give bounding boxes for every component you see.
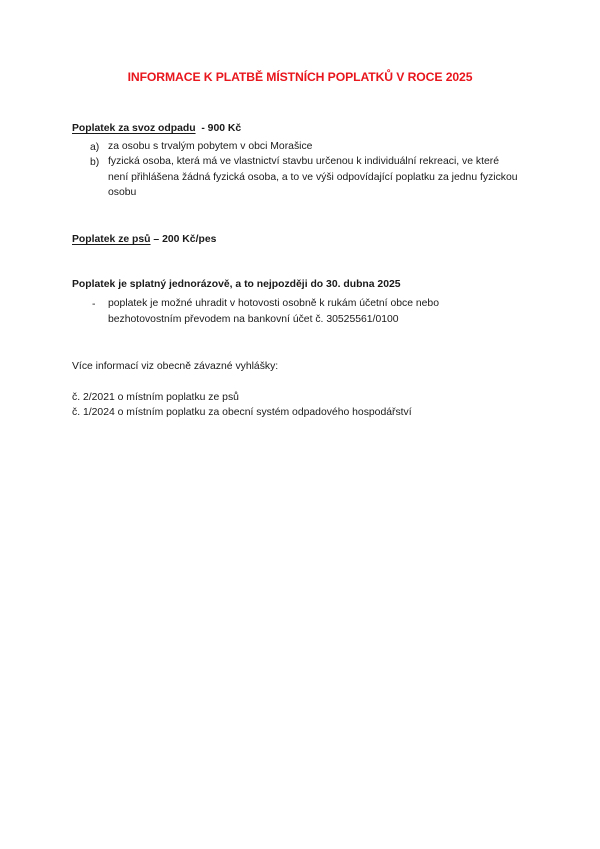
- payment-due-heading: Poplatek je splatný jednorázově, a to nejpozději do 30. dubna 2025: [72, 279, 401, 290]
- list-item-line: osobu: [108, 187, 137, 198]
- list-item-line: bezhotovostním převodem na bankovní účet č. 30525561/0100: [108, 313, 399, 325]
- list-marker-dash: -: [92, 299, 96, 310]
- waste-fee-amount: - 900 Kč: [195, 123, 242, 134]
- waste-fee-heading-label: Poplatek za svoz odpadu: [72, 123, 196, 134]
- reference-waste-fee-decree: č. 1/2024 o místním poplatku za obecní systém odpadového hospodářství: [72, 407, 412, 418]
- payment-method-item: [108, 296, 439, 327]
- dog-fee-heading: [72, 234, 216, 245]
- list-marker-b: b): [90, 157, 100, 168]
- list-item-a: [108, 139, 312, 155]
- dog-fee-amount: – 200 Kč/pes: [150, 234, 217, 245]
- more-info-text: Více informací viz obecně závazné vyhlášky:: [72, 361, 279, 372]
- document-title: INFORMACE K PLATBĚ MÍSTNÍCH POPLATKŮ V ROCE 2025: [127, 70, 473, 84]
- waste-fee-heading: [72, 123, 241, 134]
- list-item-line: poplatek je možné uhradit v hotovosti osobně k rukám účetní obce nebo: [108, 298, 439, 309]
- list-item-line: za osobu s trvalým pobytem v obci Morašice: [108, 141, 313, 152]
- reference-dog-fee-decree: č. 2/2021 o místním poplatku ze psů: [72, 392, 239, 403]
- list-item-line: fyzická osoba, která má ve vlastnictví stavbu určenou k individuální rekreaci, ve které: [108, 156, 499, 167]
- list-item-b: [108, 154, 518, 201]
- list-item-line: není přihlášena žádná fyzická osoba, a to ve výši odpovídající poplatku za jednu fyzickou: [108, 171, 518, 183]
- list-marker-a: a): [90, 142, 100, 153]
- dog-fee-heading-label: Poplatek ze psů: [72, 234, 151, 245]
